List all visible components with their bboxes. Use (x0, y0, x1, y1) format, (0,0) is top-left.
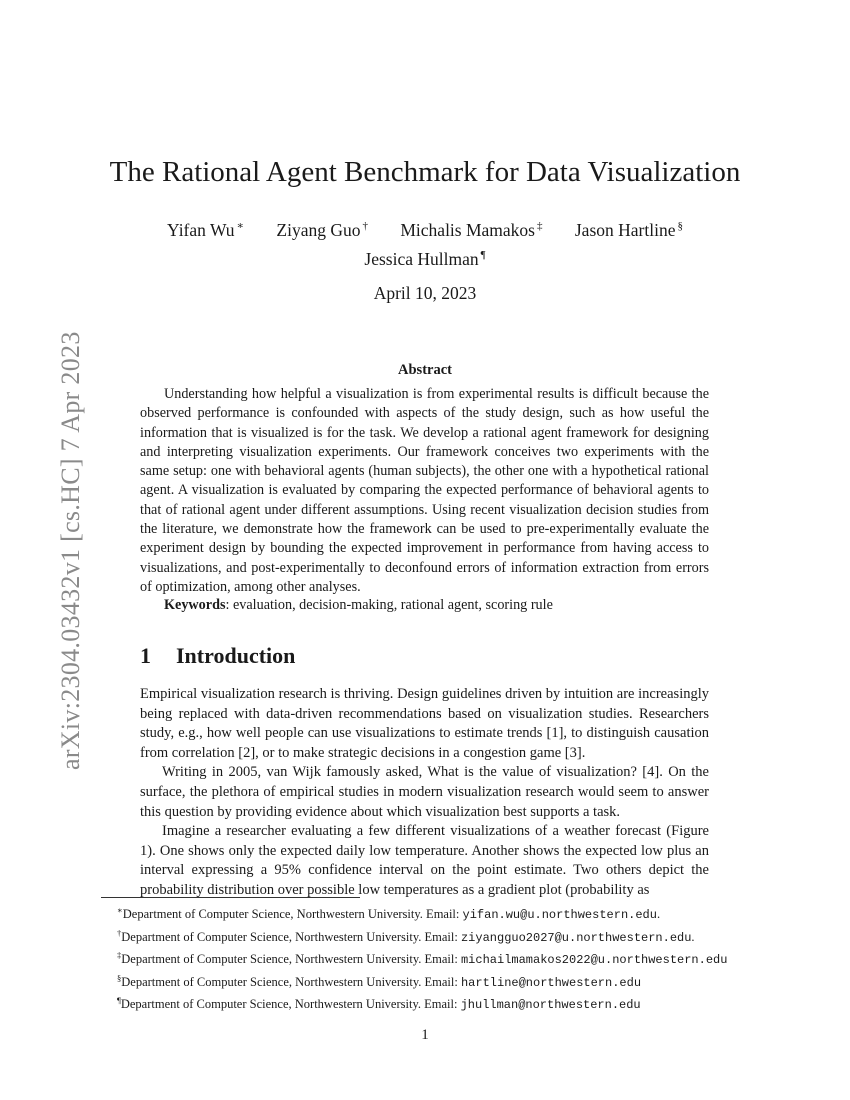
paper-date: April 10, 2023 (373, 283, 477, 303)
author: Yifan Wu ∗ (167, 219, 245, 240)
section-title: Introduction (176, 643, 296, 668)
author: Ziyang Guo † (276, 219, 368, 240)
author: Jason Hartline § (574, 219, 683, 240)
abstract-text: Understanding how helpful a visualization is from experimental results is difficult because the observed performance is confounded with aspects of the study design, such as how useful the information that is visualized is for the task. We develop a rational agent framework for designing and interpreting visualization experiments. Our framework conceives two experiments with the same setup: one with behavioral agents (human subjects), the other one with a hypothetical rational agent. A visualization is evaluated by comparing the expected performance of behavioral agents to that of rational agent under different assumptions. Using recent visualization decision studies from the literature, we demonstrate how the framework can be used to pre-experimentally evaluate the experiment design by bounding the expected improvement in performance from having access to visualizations, and post-experimentally to deconfound errors of information extraction from errors of optimization, among other analyses. (140, 386, 709, 595)
email-link[interactable]: ziyangguo2027@u.northwestern.edu (460, 930, 692, 945)
footnote: ∗Department of Computer Science, Northwestern University. Email: yifan.wu@u.northwestern.edu. (117, 905, 661, 923)
body-paragraph: Empirical visualization research is thriving. Design guidelines driven by intuition are increasingly being replaced with data-driven recommendations based on visualization studies. Researchers study, e.g., how well people can use visualizations to estimate trends [1], to distinguish causation from correlation [2], or to make strategic decisions in a congestion game [3]. (140, 686, 709, 761)
footnote: †Department of Computer Science, Northwestern University. Email: ziyangguo2027@u.northwestern.edu. (117, 927, 695, 945)
section-body (140, 685, 709, 901)
author: Michalis Mamakos ‡ (400, 219, 543, 240)
email-link[interactable]: hartline@northwestern.edu (460, 975, 642, 990)
author-list (100, 214, 750, 272)
body-paragraph: Writing in 2005, van Wijk famously asked, What is the value of visualization? [4]. On the surface, the plethora of empirical studies in modern visualization research would seem to answer this question by providing evidence about which visualization best supports a task. (140, 764, 709, 820)
email-link[interactable]: jhullman@northwestern.edu (460, 998, 641, 1013)
keywords-line (164, 596, 709, 615)
abstract-heading: Abstract (398, 362, 452, 378)
section-number: 1 (140, 643, 151, 668)
email-link[interactable]: michailmamakos2022@u.northwestern.edu (460, 953, 728, 968)
footnote: ‡Department of Computer Science, Northwestern University. Email: michailmamakos2022@u.northwestern.edu (117, 950, 728, 968)
paper-title: The Rational Agent Benchmark for Data Visualization (109, 156, 741, 188)
author: Jessica Hullman ¶ (364, 248, 486, 269)
arxiv-id: arXiv:2304.03432v1 [cs.HC] 7 Apr 2023 (56, 331, 85, 770)
footnote: §Department of Computer Science, Northwestern University. Email: hartline@northwestern.edu (117, 972, 642, 990)
keywords-label: Keywords (164, 597, 226, 613)
page-number: 1 (421, 1027, 429, 1043)
footnotes (101, 902, 751, 1015)
email-link[interactable]: yifan.wu@u.northwestern.edu (462, 908, 657, 923)
body-paragraph: Imagine a researcher evaluating a few different visualizations of a weather forecast (Figure 1). One shows only the expected daily low temperature. Another shows the expected low plus an interval expressing a 95% confidence interval on the point estimate. Two others depict the probability distribution over possible low temperatures as a gradient plot (probability as (140, 823, 709, 898)
footnote-rule (101, 897, 360, 898)
keywords-list: : evaluation, decision-making, rational agent, scoring rule (225, 597, 553, 613)
section-heading (140, 643, 295, 669)
footnote: ¶Department of Computer Science, Northwestern University. Email: jhullman@northwestern.edu (117, 995, 641, 1013)
